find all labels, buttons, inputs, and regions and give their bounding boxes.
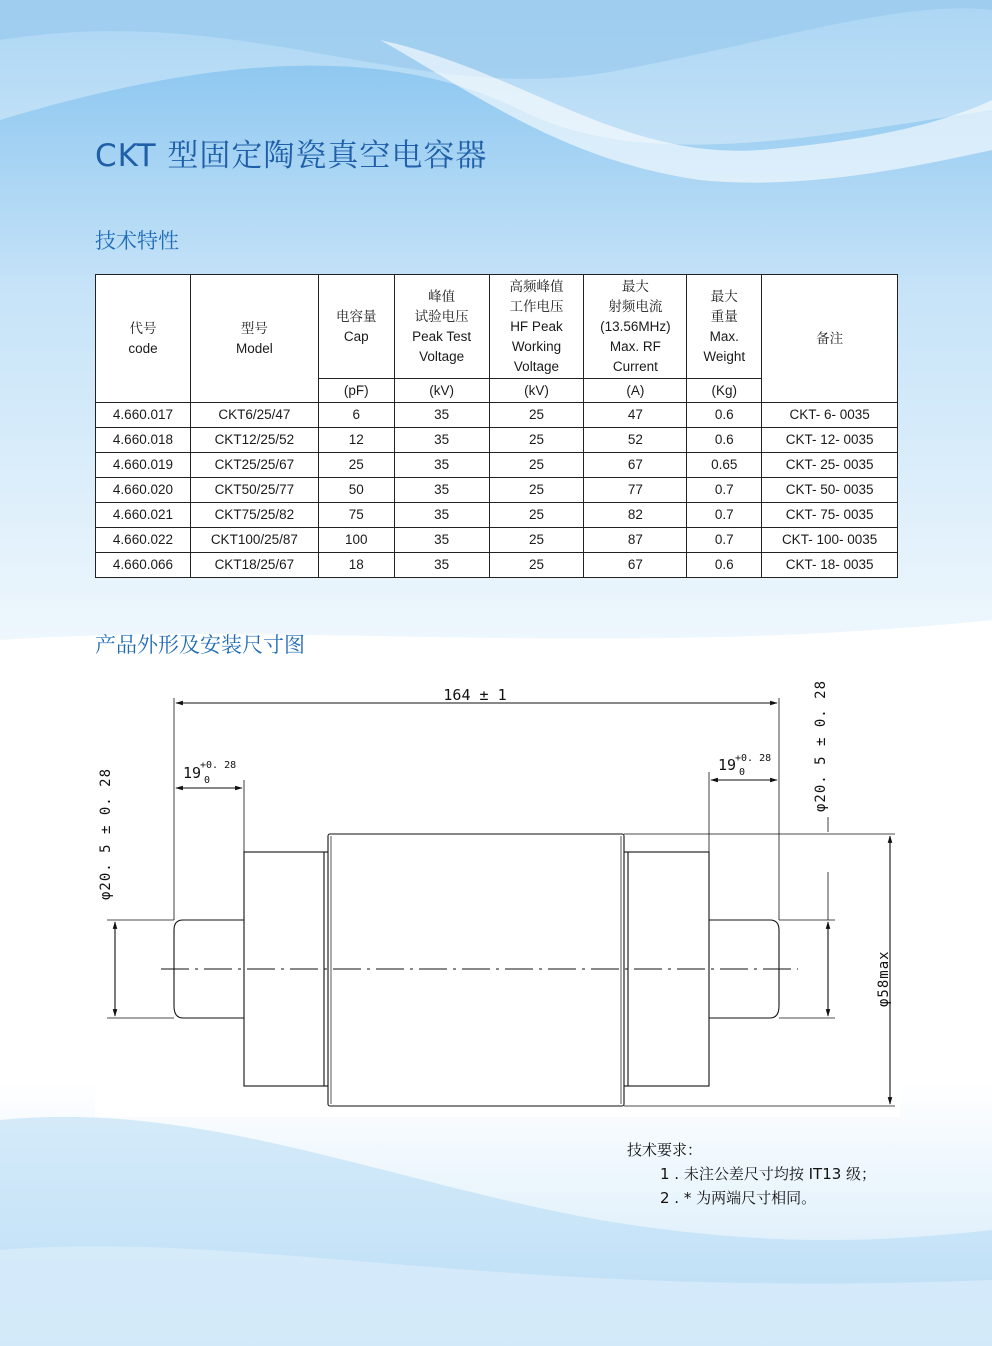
cell-working-voltage: 25 [489, 503, 584, 528]
dim-right-end-label: 19 [718, 756, 737, 774]
table-row [96, 478, 898, 503]
table-row [96, 503, 898, 528]
cell-model: CKT75/25/82 [190, 503, 318, 528]
cell-model: CKT12/25/52 [190, 428, 318, 453]
cell-cap: 18 [318, 553, 394, 578]
page-title: CKT 型固定陶瓷真空电容器 [95, 138, 488, 174]
cell-weight: 0.65 [687, 453, 762, 478]
cell-remark: CKT- 50- 0035 [762, 478, 898, 503]
cell-working-voltage: 25 [489, 453, 584, 478]
cell-weight: 0.7 [687, 528, 762, 553]
cell-remark: CKT- 6- 0035 [762, 403, 898, 428]
cell-test-voltage: 35 [394, 403, 489, 428]
header-remark: 备注 [762, 275, 898, 403]
cell-rf-current: 52 [584, 428, 687, 453]
header-rf-current: 最大 射频电流 (13.56MHz) Max. RF Current [584, 275, 687, 379]
cell-weight: 0.6 [687, 428, 762, 453]
cell-remark: CKT- 12- 0035 [762, 428, 898, 453]
notes-heading: 技术要求： [627, 1141, 703, 1159]
unit-cell: (A) [584, 379, 687, 403]
cell-cap: 25 [318, 453, 394, 478]
section-title-specs: 技术特性 [95, 229, 179, 253]
cell-rf-current: 67 [584, 553, 687, 578]
header-hf-working-voltage: 高频峰值 工作电压 HF Peak Working Voltage [489, 275, 584, 379]
cell-code: 4.660.022 [96, 528, 191, 553]
dim-left-dia-label: φ20. 5 ± 0. 28 [98, 767, 114, 900]
cell-working-voltage: 25 [489, 478, 584, 503]
cell-model: CKT6/25/47 [190, 403, 318, 428]
dim-left-end-tol-upper: +0. 28 [200, 760, 237, 771]
spec-table [95, 274, 898, 578]
cell-code: 4.660.021 [96, 503, 191, 528]
cell-remark: CKT- 18- 0035 [762, 553, 898, 578]
cell-weight: 0.6 [687, 553, 762, 578]
cell-model: CKT25/25/67 [190, 453, 318, 478]
cell-test-voltage: 35 [394, 478, 489, 503]
table-row [96, 403, 898, 428]
cell-cap: 12 [318, 428, 394, 453]
cell-code: 4.660.020 [96, 478, 191, 503]
cell-cap: 6 [318, 403, 394, 428]
cell-remark: CKT- 100- 0035 [762, 528, 898, 553]
unit-cell: (kV) [394, 379, 489, 403]
cell-weight: 0.7 [687, 478, 762, 503]
cell-cap: 75 [318, 503, 394, 528]
unit-cell: (pF) [318, 379, 394, 403]
cell-weight: 0.7 [687, 503, 762, 528]
dim-body-dia-label: φ58max [876, 950, 892, 1007]
cell-working-voltage: 25 [489, 553, 584, 578]
dim-left-end-label: 19 [183, 764, 202, 782]
cell-model: CKT50/25/77 [190, 478, 318, 503]
table-row [96, 428, 898, 453]
cell-working-voltage: 25 [489, 428, 584, 453]
cell-code: 4.660.019 [96, 453, 191, 478]
cell-test-voltage: 35 [394, 503, 489, 528]
table-row [96, 528, 898, 553]
table-row [96, 553, 898, 578]
header-peak-test-voltage: 峰值 试验电压 Peak Test Voltage [394, 275, 489, 379]
note-item: 1 . 未注公差尺寸均按 IT13 级； [660, 1165, 877, 1183]
cell-model: CKT100/25/87 [190, 528, 318, 553]
header-model: 型号 Model [190, 275, 318, 403]
ceramic-body [328, 834, 624, 1106]
table-header-row [96, 275, 898, 379]
cell-code: 4.660.017 [96, 403, 191, 428]
header-weight: 最大 重量 Max. Weight [687, 275, 762, 379]
cell-cap: 100 [318, 528, 394, 553]
dimension-drawing [95, 672, 900, 1117]
cell-test-voltage: 35 [394, 553, 489, 578]
cell-remark: CKT- 25- 0035 [762, 453, 898, 478]
cell-working-voltage: 25 [489, 528, 584, 553]
cell-code: 4.660.066 [96, 553, 191, 578]
technical-notes [627, 1138, 876, 1210]
cell-working-voltage: 25 [489, 403, 584, 428]
dim-left-end-tol-lower: 0 [204, 775, 211, 786]
dim-length-label: 164 ± 1 [443, 686, 507, 704]
cell-rf-current: 82 [584, 503, 687, 528]
cell-test-voltage: 35 [394, 528, 489, 553]
cell-rf-current: 47 [584, 403, 687, 428]
header-cap: 电容量 Cap [318, 275, 394, 379]
cell-test-voltage: 35 [394, 428, 489, 453]
cell-rf-current: 67 [584, 453, 687, 478]
cell-rf-current: 87 [584, 528, 687, 553]
dim-right-dia-label: φ20. 5 ± 0. 28 [813, 679, 829, 812]
unit-cell: (kV) [489, 379, 584, 403]
table-row [96, 453, 898, 478]
cell-rf-current: 77 [584, 478, 687, 503]
cell-model: CKT18/25/67 [190, 553, 318, 578]
note-item: 2 . * 为两端尺寸相同。 [660, 1189, 817, 1207]
dim-right-end-tol-upper: +0. 28 [735, 753, 772, 764]
cell-remark: CKT- 75- 0035 [762, 503, 898, 528]
cell-weight: 0.6 [687, 403, 762, 428]
unit-cell: (Kg) [687, 379, 762, 403]
header-code: 代号 code [96, 275, 191, 403]
cell-code: 4.660.018 [96, 428, 191, 453]
dim-right-end-tol-lower: 0 [739, 767, 746, 778]
section-title-drawing: 产品外形及安装尺寸图 [95, 633, 305, 657]
cell-test-voltage: 35 [394, 453, 489, 478]
cell-cap: 50 [318, 478, 394, 503]
